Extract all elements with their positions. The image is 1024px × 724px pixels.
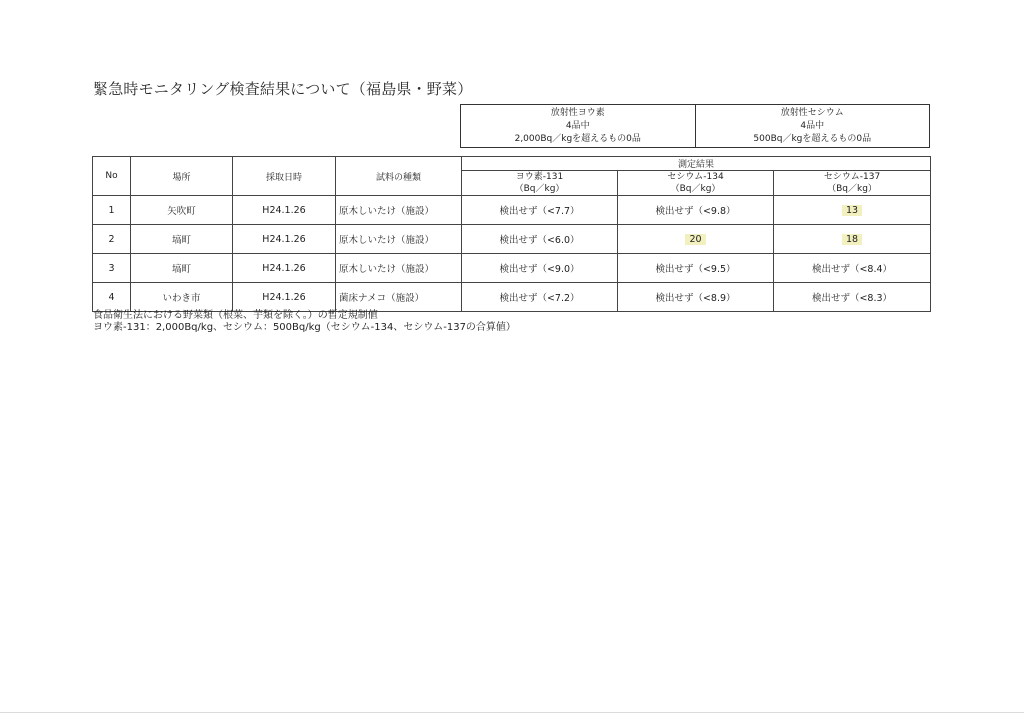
footnotes [93, 310, 516, 334]
cell-date: H24.1.26 [233, 196, 336, 225]
header-cs137-label: セシウム-137 [823, 172, 881, 182]
footnote-line-2: ヨウ素-131：2,000Bq/kg、セシウム：500Bq/kg（セシウム-134、セシウム-137の合算値） [93, 322, 516, 333]
summary-cesium-title: 放射性セシウム [780, 107, 844, 118]
table-row [93, 283, 931, 312]
cell-i131: 検出せず（<9.0） [462, 254, 618, 283]
header-date: 採取日時 [233, 157, 336, 196]
cell-sample: 原木しいたけ（施設） [336, 196, 462, 225]
cell-cs137 [774, 225, 931, 254]
cell-i131: 検出せず（<6.0） [462, 225, 618, 254]
table-row [93, 254, 931, 283]
summary-cesium-count: 4品中 [800, 120, 825, 131]
page-edge-divider [0, 712, 1024, 713]
header-cs137 [774, 171, 931, 196]
cell-cs134: 検出せず（<8.9） [618, 283, 774, 312]
cell-place: いわき市 [131, 283, 233, 312]
header-no: No [93, 157, 131, 196]
highlighted-value: 18 [842, 234, 862, 245]
header-cs134-unit: （Bq／kg） [670, 184, 721, 194]
header-cs137-unit: （Bq／kg） [827, 184, 877, 194]
cell-no: 2 [93, 225, 131, 254]
header-i131-unit: （Bq／kg） [514, 184, 565, 194]
cell-date: H24.1.26 [233, 254, 336, 283]
header-sample-type: 試料の種類 [336, 157, 462, 196]
cell-i131: 検出せず（<7.2） [462, 283, 618, 312]
cell-cs134 [618, 225, 774, 254]
header-cs134-label: セシウム-134 [667, 172, 724, 182]
cell-sample: 菌床ナメコ（施設） [336, 283, 462, 312]
cell-sample: 原木しいたけ（施設） [336, 225, 462, 254]
footnote-line-1: 食品衛生法における野菜類（根菜、芋類を除く。）の暫定規制値 [93, 310, 378, 321]
header-place: 場所 [131, 157, 233, 196]
summary-iodine-criterion: 2,000Bq／kgを超えるもの0品 [514, 133, 641, 144]
table-row [93, 225, 931, 254]
cell-cs137: 検出せず（<8.4） [774, 254, 931, 283]
summary-cesium-cell [695, 105, 930, 148]
cell-cs134: 検出せず（<9.5） [618, 254, 774, 283]
cell-cs134: 検出せず（<9.8） [618, 196, 774, 225]
cell-no: 1 [93, 196, 131, 225]
cell-cs137: 検出せず（<8.3） [774, 283, 931, 312]
header-i131 [462, 171, 618, 196]
header-results-group: 測定結果 [462, 157, 931, 171]
table-row [93, 196, 931, 225]
cell-date: H24.1.26 [233, 225, 336, 254]
header-i131-label: ヨウ素-131 [515, 172, 564, 182]
highlighted-value: 20 [685, 234, 705, 245]
cell-cs137 [774, 196, 931, 225]
cell-i131: 検出せず（<7.7） [462, 196, 618, 225]
cell-date: H24.1.26 [233, 283, 336, 312]
header-cs134 [618, 171, 774, 196]
cell-no: 3 [93, 254, 131, 283]
cell-no: 4 [93, 283, 131, 312]
summary-iodine-title: 放射性ヨウ素 [550, 107, 605, 118]
results-table [92, 156, 931, 312]
summary-table [460, 104, 930, 148]
summary-iodine-cell [461, 105, 696, 148]
summary-cesium-criterion: 500Bq／kgを超えるもの0品 [753, 133, 872, 144]
cell-place: 塙町 [131, 254, 233, 283]
cell-sample: 原木しいたけ（施設） [336, 254, 462, 283]
highlighted-value: 13 [842, 205, 862, 216]
cell-place: 塙町 [131, 225, 233, 254]
summary-iodine-count: 4品中 [565, 120, 590, 131]
cell-place: 矢吹町 [131, 196, 233, 225]
page-title: 緊急時モニタリング検査結果について（福島県・野菜） [93, 80, 473, 98]
